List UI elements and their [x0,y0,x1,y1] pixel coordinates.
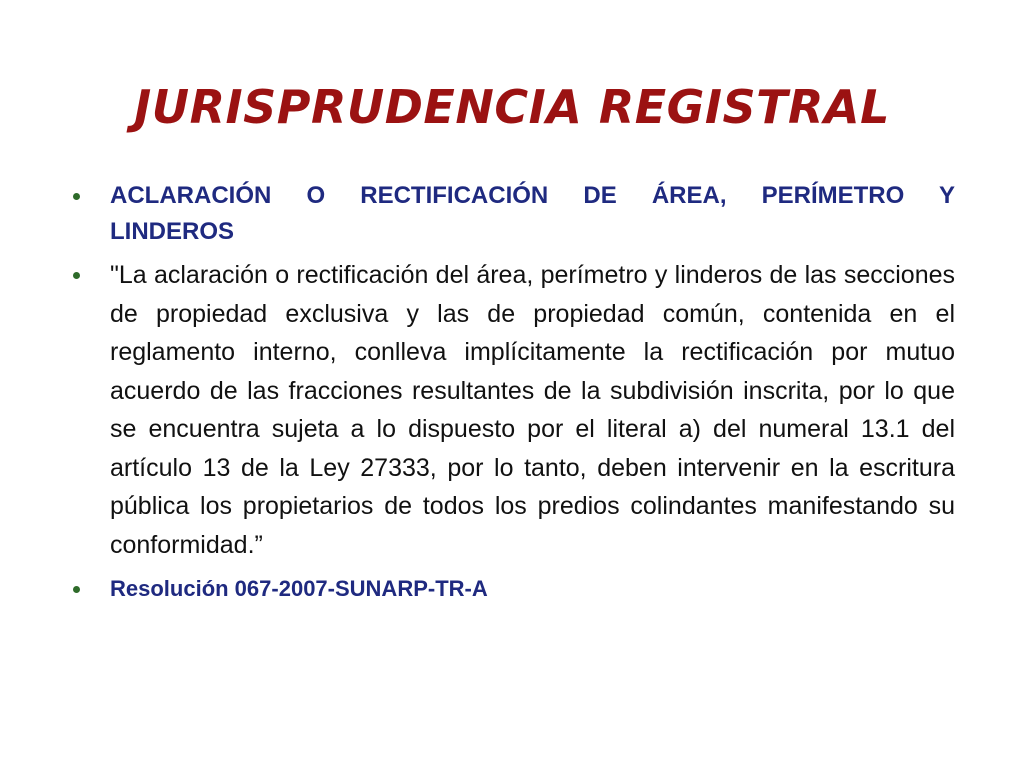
bullet-item-quote [70,256,955,564]
bullet-list [70,178,955,606]
quote-text: "La aclaración o rectificación del área, perímetro y linderos de las secciones de propiedad exclusiva y las de propiedad común, contenida en el reglamento interno, conlleva implícitamente la rectificación por mutuo acuerdo de las fracciones resultantes de la subdivisión inscrita, por lo que se encuentra sujeta a lo dispuesto por el literal a) del numeral 13.1 del artículo 13 de la Ley 27333, por lo tanto, deben intervenir en la escritura pública los propietarios de todos los predios colindantes manifestando su conformidad.” [110,261,955,559]
bullet-item-reference [70,572,955,606]
bullet-dot-icon [73,272,80,279]
bullet-dot-icon [73,586,80,593]
topic-heading-line2: LINDEROS [110,218,235,245]
resolution-reference: Resolución 067-2007-SUNARP-TR-A [110,576,488,601]
slide-title: JURISPRUDENCIA REGISTRAL [134,80,890,134]
topic-heading-line1: ACLARACIÓN O RECTIFICACIÓN DE ÁREA, PERÍMETRO Y [110,182,955,209]
bullet-dot-icon [73,193,80,200]
bullet-item-topic [70,178,955,250]
